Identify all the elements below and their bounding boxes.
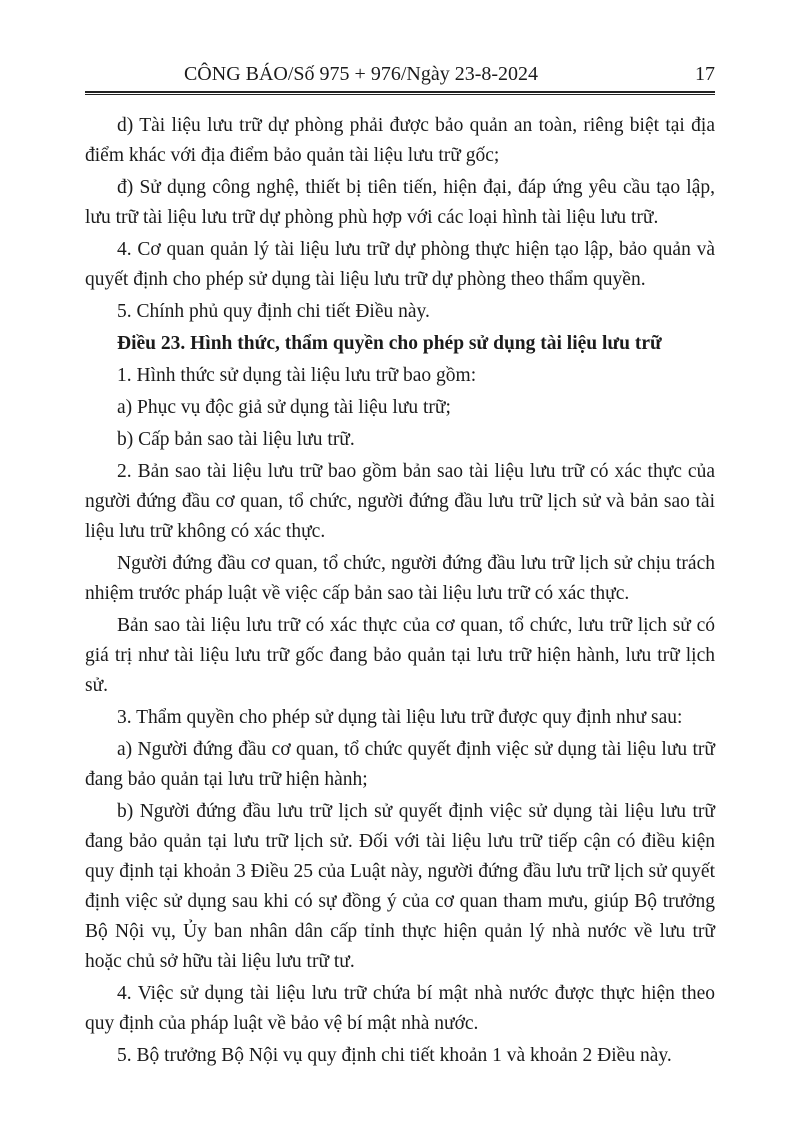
paragraph: d) Tài liệu lưu trữ dự phòng phải được bảo quản an toàn, riêng biệt tại địa điểm khác với địa điểm bảo quản tài liệu lưu trữ gốc; [85, 115, 715, 166]
paragraph: b) Người đứng đầu lưu trữ lịch sử quyết định việc sử dụng tài liệu lưu trữ đang bảo quản tại lưu trữ lịch sử. Đối với tài liệu lưu trữ tiếp cận có điều kiện quy định tại khoản 3 Điều 25 của Luật này, người đứng đầu lưu trữ lịch sử quyết định việc sử dụng sau khi có sự đồng ý của cơ quan tham mưu, giúp Bộ trưởng Bộ Nội vụ, Ủy ban nhân dân cấp tỉnh thực hiện quản lý nhà nước về lưu trữ hoặc chủ sở hữu tài liệu lưu trữ tư. [85, 801, 715, 972]
paragraph: 3. Thẩm quyền cho phép sử dụng tài liệu lưu trữ được quy định như sau: [117, 707, 683, 728]
paragraph: Người đứng đầu cơ quan, tổ chức, người đứng đầu lưu trữ lịch sử chịu trách nhiệm trước pháp luật về việc cấp bản sao tài liệu lưu trữ có xác thực. [85, 553, 715, 604]
gazette-header-title: CÔNG BÁO/Số 975 + 976/Ngày 23-8-2024 [183, 63, 539, 85]
document-body [85, 111, 715, 1071]
paragraph: Điều 23. Hình thức, thẩm quyền cho phép sử dụng tài liệu lưu trữ [117, 333, 662, 354]
paragraph: 2. Bản sao tài liệu lưu trữ bao gồm bản sao tài liệu lưu trữ có xác thực của người đứng đầu cơ quan, tổ chức, người đứng đầu lưu trữ lịch sử và bản sao tài liệu lưu trữ không có xác thực. [85, 461, 715, 542]
paragraph: b) Cấp bản sao tài liệu lưu trữ. [117, 429, 355, 450]
paragraph: đ) Sử dụng công nghệ, thiết bị tiên tiến, hiện đại, đáp ứng yêu cầu tạo lập, lưu trữ tài liệu lưu trữ dự phòng phù hợp với các loại hình tài liệu lưu trữ. [85, 177, 715, 228]
paragraph: Bản sao tài liệu lưu trữ có xác thực của cơ quan, tổ chức, lưu trữ lịch sử có giá trị như tài liệu lưu trữ gốc đang bảo quản tại lưu trữ hiện hành, lưu trữ lịch sử. [85, 615, 715, 696]
running-header [85, 62, 715, 86]
paragraph: a) Phục vụ độc giả sử dụng tài liệu lưu trữ; [117, 397, 451, 418]
paragraph: 1. Hình thức sử dụng tài liệu lưu trữ bao gồm: [117, 365, 477, 386]
header-double-rule [85, 91, 715, 95]
paragraph: 5. Bộ trưởng Bộ Nội vụ quy định chi tiết khoản 1 và khoản 2 Điều này. [117, 1045, 672, 1066]
paragraph: 4. Cơ quan quản lý tài liệu lưu trữ dự phòng thực hiện tạo lập, bảo quản và quyết định cho phép sử dụng tài liệu lưu trữ dự phòng theo thẩm quyền. [85, 239, 715, 290]
paragraph: a) Người đứng đầu cơ quan, tổ chức quyết định việc sử dụng tài liệu lưu trữ đang bảo quản tại lưu trữ hiện hành; [85, 739, 715, 790]
paragraph: 5. Chính phủ quy định chi tiết Điều này. [117, 301, 430, 322]
paragraph: 4. Việc sử dụng tài liệu lưu trữ chứa bí mật nhà nước được thực hiện theo quy định của pháp luật về bảo vệ bí mật nhà nước. [85, 983, 715, 1034]
page-number: 17 [695, 63, 715, 85]
